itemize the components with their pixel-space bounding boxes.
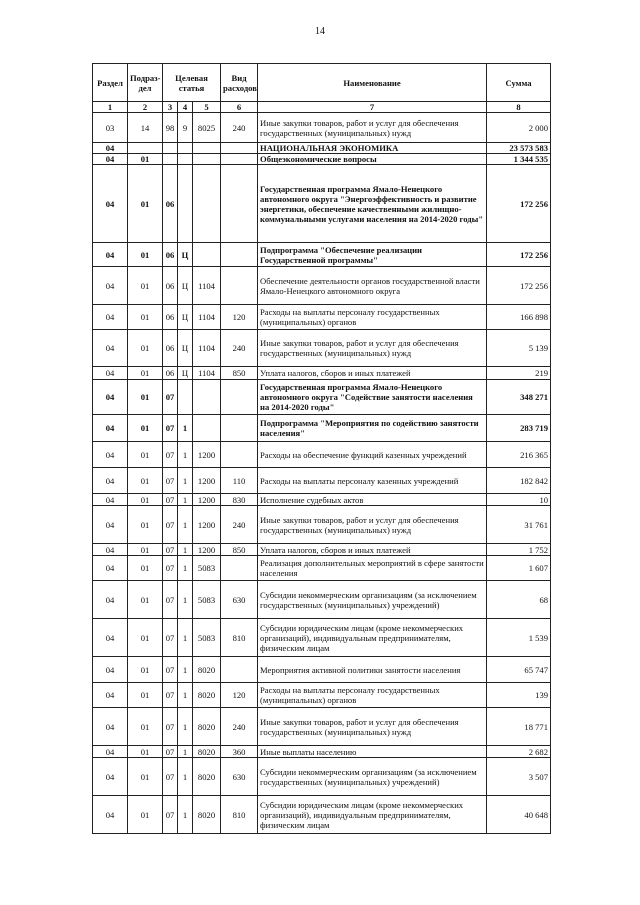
cell-name: Государственная программа Ямало-Ненецкого автономного округа "Энергоэффективность и развитие энергетики, обеспечение качественными жилищно-коммунальными услугами населения на 2014-2020 годы"	[258, 165, 487, 243]
cell-subsection: 01	[128, 619, 163, 657]
cell-name: Субсидии некоммерческим организациям (за исключением государственных (муниципальных) учреждений)	[258, 758, 487, 796]
cell-subprogram: 1	[178, 796, 193, 834]
cell-subsection: 01	[128, 442, 163, 468]
cell-name: Иные закупки товаров, работ и услуг для обеспечения государственных (муниципальных) нужд	[258, 330, 487, 367]
table-row	[93, 113, 551, 143]
cell-subprogram: 1	[178, 442, 193, 468]
cell-section: 04	[93, 581, 128, 619]
cell-subsection: 14	[128, 113, 163, 143]
cell-sum: 5 139	[487, 330, 551, 367]
header-target: Целевая статья	[163, 64, 221, 102]
cell-subprogram: Ц	[178, 267, 193, 305]
table-row	[93, 494, 551, 506]
cell-sum: 65 747	[487, 657, 551, 683]
cell-name: Обеспечение деятельности органов государственной власти Ямало-Ненецкого автономного округа	[258, 267, 487, 305]
cell-direction: 8025	[193, 113, 221, 143]
cell-expense-type	[221, 154, 258, 165]
cell-name: Субсидии юридическим лицам (кроме некоммерческих организаций), индивидуальным предпринимателям, физическим лицам	[258, 619, 487, 657]
column-number-row	[93, 102, 551, 113]
cell-direction: 8020	[193, 796, 221, 834]
table-row	[93, 758, 551, 796]
cell-section: 04	[93, 556, 128, 581]
cell-direction: 1104	[193, 267, 221, 305]
cell-subprogram: 1	[178, 708, 193, 746]
cell-subprogram: Ц	[178, 330, 193, 367]
cell-expense-type: 810	[221, 619, 258, 657]
cell-subprogram: 1	[178, 415, 193, 442]
cell-section: 04	[93, 619, 128, 657]
table-row	[93, 165, 551, 243]
table-row	[93, 415, 551, 442]
cell-direction: 1200	[193, 468, 221, 494]
table-row	[93, 367, 551, 380]
cell-program: 07	[163, 494, 178, 506]
cell-sum: 172 256	[487, 243, 551, 267]
cell-name: Иные выплаты населению	[258, 746, 487, 758]
col-number: 2	[128, 102, 163, 113]
table-row	[93, 746, 551, 758]
cell-program: 07	[163, 657, 178, 683]
cell-subsection: 01	[128, 683, 163, 708]
cell-program: 06	[163, 367, 178, 380]
cell-sum: 172 256	[487, 165, 551, 243]
cell-expense-type	[221, 556, 258, 581]
table-row	[93, 267, 551, 305]
cell-name: Субсидии некоммерческим организациям (за исключением государственных (муниципальных) учреждений)	[258, 581, 487, 619]
cell-sum: 18 771	[487, 708, 551, 746]
cell-program: 07	[163, 506, 178, 544]
cell-section: 04	[93, 796, 128, 834]
cell-subprogram: 1	[178, 468, 193, 494]
cell-program	[163, 143, 178, 154]
cell-expense-type	[221, 243, 258, 267]
cell-section: 04	[93, 367, 128, 380]
cell-program: 07	[163, 683, 178, 708]
cell-subsection: 01	[128, 708, 163, 746]
cell-sum: 1 752	[487, 544, 551, 556]
cell-sum: 40 648	[487, 796, 551, 834]
header-sum: Сумма	[487, 64, 551, 102]
cell-direction	[193, 154, 221, 165]
cell-expense-type: 240	[221, 708, 258, 746]
cell-sum: 139	[487, 683, 551, 708]
cell-section: 04	[93, 494, 128, 506]
cell-program: 98	[163, 113, 178, 143]
header-section: Раздел	[93, 64, 128, 102]
cell-expense-type: 850	[221, 367, 258, 380]
col-number: 3	[163, 102, 178, 113]
col-number: 5	[193, 102, 221, 113]
table-row	[93, 468, 551, 494]
cell-direction: 8020	[193, 708, 221, 746]
cell-expense-type: 240	[221, 506, 258, 544]
cell-subsection: 01	[128, 581, 163, 619]
cell-subprogram: 1	[178, 758, 193, 796]
cell-expense-type: 120	[221, 305, 258, 330]
cell-direction: 5083	[193, 619, 221, 657]
cell-sum: 348 271	[487, 380, 551, 415]
cell-name: НАЦИОНАЛЬНАЯ ЭКОНОМИКА	[258, 143, 487, 154]
page-number: 14	[315, 26, 325, 37]
cell-direction	[193, 415, 221, 442]
cell-subsection: 01	[128, 506, 163, 544]
cell-expense-type	[221, 657, 258, 683]
cell-name: Государственная программа Ямало-Ненецкого автономного округа "Содействие занятости населения на 2014-2020 годы"	[258, 380, 487, 415]
cell-expense-type: 850	[221, 544, 258, 556]
cell-sum: 216 365	[487, 442, 551, 468]
cell-name: Уплата налогов, сборов и иных платежей	[258, 544, 487, 556]
cell-direction: 8020	[193, 758, 221, 796]
cell-expense-type	[221, 415, 258, 442]
cell-section: 04	[93, 468, 128, 494]
table-row	[93, 305, 551, 330]
header-expense-type: Вид расходов	[221, 64, 258, 102]
cell-subsection: 01	[128, 657, 163, 683]
cell-program: 07	[163, 544, 178, 556]
cell-subprogram	[178, 154, 193, 165]
cell-program: 06	[163, 330, 178, 367]
cell-program: 06	[163, 165, 178, 243]
cell-subprogram: Ц	[178, 305, 193, 330]
table-row	[93, 657, 551, 683]
cell-subsection: 01	[128, 165, 163, 243]
cell-subsection: 01	[128, 494, 163, 506]
cell-sum: 10	[487, 494, 551, 506]
cell-subprogram: 1	[178, 544, 193, 556]
cell-expense-type	[221, 165, 258, 243]
cell-direction: 8020	[193, 683, 221, 708]
cell-subprogram	[178, 143, 193, 154]
cell-name: Иные закупки товаров, работ и услуг для обеспечения государственных (муниципальных) нужд	[258, 113, 487, 143]
cell-sum: 2 682	[487, 746, 551, 758]
cell-subprogram: Ц	[178, 367, 193, 380]
cell-subprogram: 1	[178, 494, 193, 506]
cell-section: 04	[93, 154, 128, 165]
cell-program: 07	[163, 796, 178, 834]
cell-program: 06	[163, 305, 178, 330]
cell-program: 07	[163, 619, 178, 657]
table-row	[93, 619, 551, 657]
cell-sum: 219	[487, 367, 551, 380]
header-subsection: Подраз-дел	[128, 64, 163, 102]
cell-program: 06	[163, 267, 178, 305]
header-row	[93, 64, 551, 102]
cell-program: 07	[163, 415, 178, 442]
cell-direction: 1200	[193, 494, 221, 506]
cell-name: Расходы на обеспечение функций казенных учреждений	[258, 442, 487, 468]
cell-section: 04	[93, 442, 128, 468]
cell-subprogram: 1	[178, 746, 193, 758]
cell-sum: 68	[487, 581, 551, 619]
table-row	[93, 243, 551, 267]
cell-section: 04	[93, 143, 128, 154]
table-row	[93, 380, 551, 415]
cell-subsection: 01	[128, 380, 163, 415]
cell-section: 04	[93, 380, 128, 415]
cell-section: 04	[93, 657, 128, 683]
cell-section: 04	[93, 267, 128, 305]
cell-subsection: 01	[128, 267, 163, 305]
cell-program: 07	[163, 708, 178, 746]
cell-subprogram: 1	[178, 683, 193, 708]
cell-subsection: 01	[128, 154, 163, 165]
cell-subsection: 01	[128, 330, 163, 367]
cell-section: 04	[93, 758, 128, 796]
cell-program: 07	[163, 442, 178, 468]
cell-sum: 166 898	[487, 305, 551, 330]
budget-table	[92, 63, 551, 834]
cell-expense-type: 830	[221, 494, 258, 506]
cell-subsection: 01	[128, 556, 163, 581]
cell-section: 04	[93, 708, 128, 746]
cell-subprogram: 1	[178, 556, 193, 581]
cell-subsection: 01	[128, 796, 163, 834]
cell-direction: 1200	[193, 442, 221, 468]
cell-name: Субсидии юридическим лицам (кроме некоммерческих организаций), индивидуальным предпринимателям, физическим лицам	[258, 796, 487, 834]
header-name: Наименование	[258, 64, 487, 102]
cell-program: 07	[163, 758, 178, 796]
table-row	[93, 154, 551, 165]
cell-sum: 3 507	[487, 758, 551, 796]
cell-subprogram: 1	[178, 657, 193, 683]
col-number: 4	[178, 102, 193, 113]
cell-sum: 1 539	[487, 619, 551, 657]
cell-name: Расходы на выплаты персоналу казенных учреждений	[258, 468, 487, 494]
cell-name: Подпрограмма "Обеспечение реализации Государственной программы"	[258, 243, 487, 267]
cell-direction: 1200	[193, 506, 221, 544]
cell-expense-type: 630	[221, 581, 258, 619]
cell-section: 04	[93, 305, 128, 330]
cell-sum: 23 573 583	[487, 143, 551, 154]
cell-subsection	[128, 143, 163, 154]
cell-name: Иные закупки товаров, работ и услуг для обеспечения государственных (муниципальных) нужд	[258, 506, 487, 544]
col-number: 8	[487, 102, 551, 113]
cell-subprogram	[178, 380, 193, 415]
table-row	[93, 683, 551, 708]
cell-direction: 1104	[193, 330, 221, 367]
cell-expense-type: 110	[221, 468, 258, 494]
table-row	[93, 544, 551, 556]
cell-name: Общеэкономические вопросы	[258, 154, 487, 165]
cell-subsection: 01	[128, 415, 163, 442]
cell-sum: 182 842	[487, 468, 551, 494]
cell-subsection: 01	[128, 758, 163, 796]
cell-expense-type: 630	[221, 758, 258, 796]
cell-expense-type: 120	[221, 683, 258, 708]
cell-subsection: 01	[128, 746, 163, 758]
cell-expense-type: 240	[221, 113, 258, 143]
table-row	[93, 442, 551, 468]
cell-sum: 31 761	[487, 506, 551, 544]
cell-subsection: 01	[128, 243, 163, 267]
cell-name: Подпрограмма "Мероприятия по содействию занятости населения"	[258, 415, 487, 442]
table-row	[93, 581, 551, 619]
cell-section: 04	[93, 165, 128, 243]
cell-program: 07	[163, 468, 178, 494]
cell-section: 03	[93, 113, 128, 143]
cell-expense-type	[221, 267, 258, 305]
cell-direction: 8020	[193, 746, 221, 758]
cell-subsection: 01	[128, 468, 163, 494]
cell-sum: 1 344 535	[487, 154, 551, 165]
cell-subsection: 01	[128, 305, 163, 330]
cell-name: Мероприятия активной политики занятости населения	[258, 657, 487, 683]
cell-sum: 172 256	[487, 267, 551, 305]
cell-subprogram	[178, 165, 193, 243]
table-row	[93, 708, 551, 746]
cell-section: 04	[93, 243, 128, 267]
cell-expense-type: 240	[221, 330, 258, 367]
cell-name: Расходы на выплаты персоналу государственных (муниципальных) органов	[258, 305, 487, 330]
cell-subsection: 01	[128, 367, 163, 380]
table-row	[93, 143, 551, 154]
cell-sum: 1 607	[487, 556, 551, 581]
cell-subsection: 01	[128, 544, 163, 556]
cell-section: 04	[93, 415, 128, 442]
cell-direction: 5083	[193, 556, 221, 581]
cell-subprogram: 1	[178, 619, 193, 657]
cell-name: Реализация дополнительных мероприятий в сфере занятости населения	[258, 556, 487, 581]
cell-section: 04	[93, 746, 128, 758]
cell-expense-type	[221, 143, 258, 154]
table-row	[93, 796, 551, 834]
cell-program: 06	[163, 243, 178, 267]
table-row	[93, 506, 551, 544]
cell-subprogram: 1	[178, 581, 193, 619]
cell-name: Иные закупки товаров, работ и услуг для обеспечения государственных (муниципальных) нужд	[258, 708, 487, 746]
cell-direction	[193, 165, 221, 243]
cell-direction: 1200	[193, 544, 221, 556]
cell-expense-type	[221, 442, 258, 468]
cell-section: 04	[93, 330, 128, 367]
table-row	[93, 556, 551, 581]
col-number: 6	[221, 102, 258, 113]
table-body	[93, 113, 551, 834]
cell-program: 07	[163, 746, 178, 758]
cell-direction: 8020	[193, 657, 221, 683]
cell-program: 07	[163, 380, 178, 415]
col-number: 1	[93, 102, 128, 113]
cell-section: 04	[93, 683, 128, 708]
cell-name: Исполнение судебных актов	[258, 494, 487, 506]
cell-sum: 283 719	[487, 415, 551, 442]
cell-direction	[193, 243, 221, 267]
cell-subprogram: 1	[178, 506, 193, 544]
cell-program: 07	[163, 556, 178, 581]
col-number: 7	[258, 102, 487, 113]
cell-section: 04	[93, 544, 128, 556]
cell-direction: 1104	[193, 305, 221, 330]
cell-expense-type: 360	[221, 746, 258, 758]
cell-section: 04	[93, 506, 128, 544]
cell-subprogram: 9	[178, 113, 193, 143]
cell-expense-type: 810	[221, 796, 258, 834]
cell-expense-type	[221, 380, 258, 415]
cell-program: 07	[163, 581, 178, 619]
cell-direction	[193, 380, 221, 415]
cell-sum: 2 000	[487, 113, 551, 143]
cell-name: Уплата налогов, сборов и иных платежей	[258, 367, 487, 380]
cell-direction	[193, 143, 221, 154]
table-row	[93, 330, 551, 367]
cell-direction: 5083	[193, 581, 221, 619]
cell-name: Расходы на выплаты персоналу государственных (муниципальных) органов	[258, 683, 487, 708]
cell-program	[163, 154, 178, 165]
cell-subprogram: Ц	[178, 243, 193, 267]
cell-direction: 1104	[193, 367, 221, 380]
